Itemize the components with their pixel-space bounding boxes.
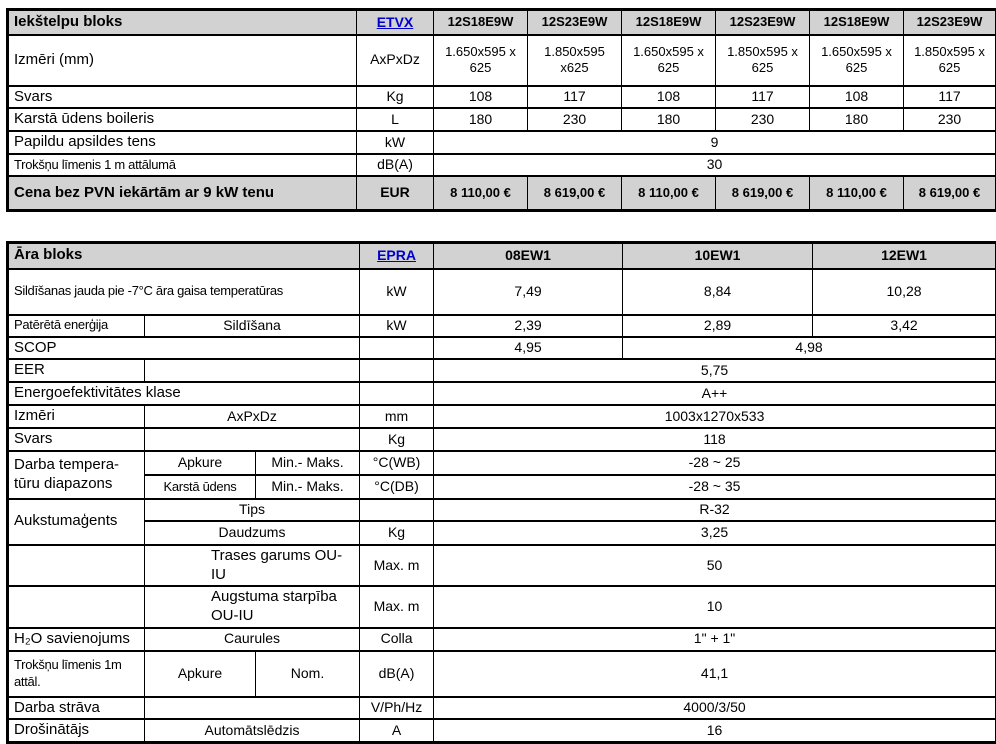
scop-unit [360, 337, 434, 360]
outdoor-noise-unit: dB(A) [360, 651, 434, 697]
indoor-boiler-value: 180 [810, 108, 904, 131]
fuse-unit: A [360, 719, 434, 742]
piping-length-row [8, 545, 996, 587]
indoor-model-header: 12S23E9W [528, 10, 622, 35]
indoor-backup-heater-value: 9 [434, 131, 996, 154]
outdoor-noise-measure: Nom. [256, 651, 360, 697]
heating-capacity-row [8, 269, 996, 315]
indoor-price-value: 8 110,00 € [434, 176, 528, 211]
operating-range-heating-unit: °C(WB) [360, 451, 434, 475]
indoor-boiler-value: 230 [904, 108, 996, 131]
height-difference-label-empty [8, 586, 145, 628]
scop-value-08: 4,95 [434, 337, 623, 360]
indoor-boiler-value: 230 [716, 108, 810, 131]
outdoor-dimensions-value: 1003x1270x533 [434, 405, 996, 428]
indoor-weight-value: 108 [434, 86, 528, 109]
indoor-boiler-label: Karstā ūdens boileris [8, 108, 357, 131]
scop-value-10-12: 4,98 [623, 337, 996, 360]
indoor-series-cell [357, 10, 434, 35]
height-difference-value: 10 [434, 586, 996, 628]
fuse-value: 16 [434, 719, 996, 742]
indoor-price-value: 8 110,00 € [810, 176, 904, 211]
water-connection-row [8, 628, 996, 651]
indoor-boiler-unit: L [357, 108, 434, 131]
indoor-dimensions-value: 1.650x595 x 625 [434, 35, 528, 86]
power-input-unit: kW [360, 315, 434, 337]
indoor-backup-heater-unit: kW [357, 131, 434, 154]
indoor-dimensions-value: 1.850x595 x 625 [716, 35, 810, 86]
power-input-value: 2,39 [434, 315, 623, 337]
power-supply-label: Darba strāva [8, 697, 145, 720]
power-supply-row [8, 697, 996, 720]
indoor-price-value: 8 110,00 € [622, 176, 716, 211]
power-input-row [8, 315, 996, 337]
indoor-weight-value: 108 [622, 86, 716, 109]
indoor-table-title: Iekštelpu bloks [8, 10, 357, 35]
refrigerant-label: Aukstumaģents [8, 499, 145, 545]
indoor-weight-label: Svars [8, 86, 357, 109]
power-input-value: 3,42 [813, 315, 996, 337]
power-supply-sublabel-empty [145, 697, 360, 720]
power-input-sublabel: Sildīšana [145, 315, 360, 337]
indoor-unit-table [6, 8, 996, 212]
operating-range-hot-water-row [8, 475, 996, 499]
outdoor-dimensions-sublabel: AxPxDz [145, 405, 360, 428]
indoor-noise-row [8, 154, 996, 176]
height-difference-sublabel: Augstuma starpība OU-IU [145, 586, 360, 628]
indoor-backup-heater-label: Papildu apsildes tens [8, 131, 357, 154]
energy-class-value: A++ [434, 382, 996, 405]
piping-length-unit: Max. m [360, 545, 434, 587]
water-connection-sublabel: Caurules [145, 628, 360, 651]
indoor-dimensions-value: 1.850x595 x 625 [904, 35, 996, 86]
outdoor-weight-sublabel-empty [145, 428, 360, 451]
indoor-price-value: 8 619,00 € [716, 176, 810, 211]
indoor-model-header: 12S23E9W [716, 10, 810, 35]
indoor-weight-row [8, 86, 996, 109]
operating-range-label [8, 451, 145, 499]
outdoor-series-cell [360, 243, 434, 269]
operating-range-hot-water-unit: °C(DB) [360, 475, 434, 499]
power-input-label: Patērētā enerģija [8, 315, 145, 337]
refrigerant-amount-sublabel: Daudzums [145, 521, 360, 545]
indoor-model-header: 12S18E9W [434, 10, 528, 35]
height-difference-unit: Max. m [360, 586, 434, 628]
indoor-dimensions-row [8, 35, 996, 86]
indoor-boiler-value: 230 [528, 108, 622, 131]
refrigerant-type-row [8, 499, 996, 521]
energy-class-label: Energoefektivitātes klase [8, 382, 360, 405]
outdoor-weight-row [8, 428, 996, 451]
power-supply-unit: V/Ph/Hz [360, 697, 434, 720]
operating-range-label-line1: Darba tempera- [14, 456, 119, 473]
fuse-sublabel: Automātslēdzis [145, 719, 360, 742]
eer-row [8, 359, 996, 382]
indoor-dimensions-unit: AxPxDz [357, 35, 434, 86]
eer-sublabel-empty [145, 359, 360, 382]
indoor-price-row [8, 176, 996, 211]
outdoor-dimensions-label: Izmēri [8, 405, 145, 428]
power-input-value: 2,89 [623, 315, 813, 337]
energy-class-unit [360, 382, 434, 405]
indoor-dimensions-value: 1.650x595 x 625 [622, 35, 716, 86]
water-connection-unit: Colla [360, 628, 434, 651]
heating-capacity-unit: kW [360, 269, 434, 315]
outdoor-noise-row [8, 651, 996, 697]
refrigerant-type-sublabel: Tips [145, 499, 360, 521]
etvx-link[interactable]: ETVX [377, 14, 414, 30]
indoor-weight-value: 117 [528, 86, 622, 109]
epra-link[interactable]: EPRA [377, 247, 416, 263]
operating-range-heating-range: Min.- Maks. [256, 451, 360, 475]
refrigerant-amount-value: 3,25 [434, 521, 996, 545]
power-supply-value: 4000/3/50 [434, 697, 996, 720]
piping-length-sublabel: Trases garums OU-IU [145, 545, 360, 587]
indoor-boiler-value: 180 [622, 108, 716, 131]
refrigerant-type-unit [360, 499, 434, 521]
indoor-model-header: 12S18E9W [810, 10, 904, 35]
outdoor-weight-label: Svars [8, 428, 145, 451]
heating-capacity-label: Sildīšanas jauda pie -7°C āra gaisa temperatūras [8, 269, 360, 315]
heating-capacity-value: 8,84 [623, 269, 813, 315]
indoor-price-value: 8 619,00 € [904, 176, 996, 211]
indoor-boiler-row [8, 108, 996, 131]
outdoor-model-header: 10EW1 [623, 243, 813, 269]
scop-row [8, 337, 996, 360]
operating-range-hot-water-value: -28 ~ 35 [434, 475, 996, 499]
operating-range-heating-row [8, 451, 996, 475]
water-connection-label: H₂O savienojums [8, 628, 145, 651]
indoor-weight-value: 117 [904, 86, 996, 109]
outdoor-noise-value: 41,1 [434, 651, 996, 697]
outdoor-header-row [8, 243, 996, 269]
indoor-model-header: 12S18E9W [622, 10, 716, 35]
eer-label: EER [8, 359, 145, 382]
outdoor-weight-value: 118 [434, 428, 996, 451]
eer-unit [360, 359, 434, 382]
refrigerant-amount-unit: Kg [360, 521, 434, 545]
outdoor-model-header: 08EW1 [434, 243, 623, 269]
outdoor-dimensions-row [8, 405, 996, 428]
heating-capacity-value: 7,49 [434, 269, 623, 315]
indoor-boiler-value: 180 [434, 108, 528, 131]
height-difference-row [8, 586, 996, 628]
refrigerant-type-value: R-32 [434, 499, 996, 521]
outdoor-unit-table [6, 241, 996, 744]
indoor-price-value: 8 619,00 € [528, 176, 622, 211]
eer-value: 5,75 [434, 359, 996, 382]
indoor-noise-label: Trokšņu līmenis 1 m attālumā [8, 154, 357, 176]
indoor-noise-value: 30 [434, 154, 996, 176]
indoor-dimensions-label: Izmēri (mm) [8, 35, 357, 86]
operating-range-heating-value: -28 ~ 25 [434, 451, 996, 475]
indoor-price-unit: EUR [357, 176, 434, 211]
indoor-weight-value: 108 [810, 86, 904, 109]
outdoor-weight-unit: Kg [360, 428, 434, 451]
outdoor-noise-mode: Apkure [145, 651, 256, 697]
indoor-backup-heater-row [8, 131, 996, 154]
outdoor-dimensions-unit: mm [360, 405, 434, 428]
operating-range-hot-water-mode: Karstā ūdens [145, 475, 256, 499]
indoor-weight-value: 117 [716, 86, 810, 109]
piping-length-label-empty [8, 545, 145, 587]
operating-range-label-line2: tūru diapazons [14, 475, 112, 492]
water-connection-value: 1" + 1" [434, 628, 996, 651]
indoor-dimensions-value: 1.850x595 x625 [528, 35, 622, 86]
heating-capacity-value: 10,28 [813, 269, 996, 315]
operating-range-hot-water-range: Min.- Maks. [256, 475, 360, 499]
energy-class-row [8, 382, 996, 405]
outdoor-model-header: 12EW1 [813, 243, 996, 269]
outdoor-noise-label: Trokšņu līmenis 1m attāl. [8, 651, 145, 697]
outdoor-table-title: Āra bloks [8, 243, 360, 269]
piping-length-value: 50 [434, 545, 996, 587]
indoor-model-header: 12S23E9W [904, 10, 996, 35]
scop-label: SCOP [8, 337, 360, 360]
operating-range-heating-mode: Apkure [145, 451, 256, 475]
indoor-noise-unit: dB(A) [357, 154, 434, 176]
indoor-price-label: Cena bez PVN iekārtām ar 9 kW tenu [8, 176, 357, 211]
fuse-row [8, 719, 996, 742]
refrigerant-amount-row [8, 521, 996, 545]
indoor-weight-unit: Kg [357, 86, 434, 109]
fuse-label: Drošinātājs [8, 719, 145, 742]
indoor-header-row [8, 10, 996, 35]
indoor-dimensions-value: 1.650x595 x 625 [810, 35, 904, 86]
